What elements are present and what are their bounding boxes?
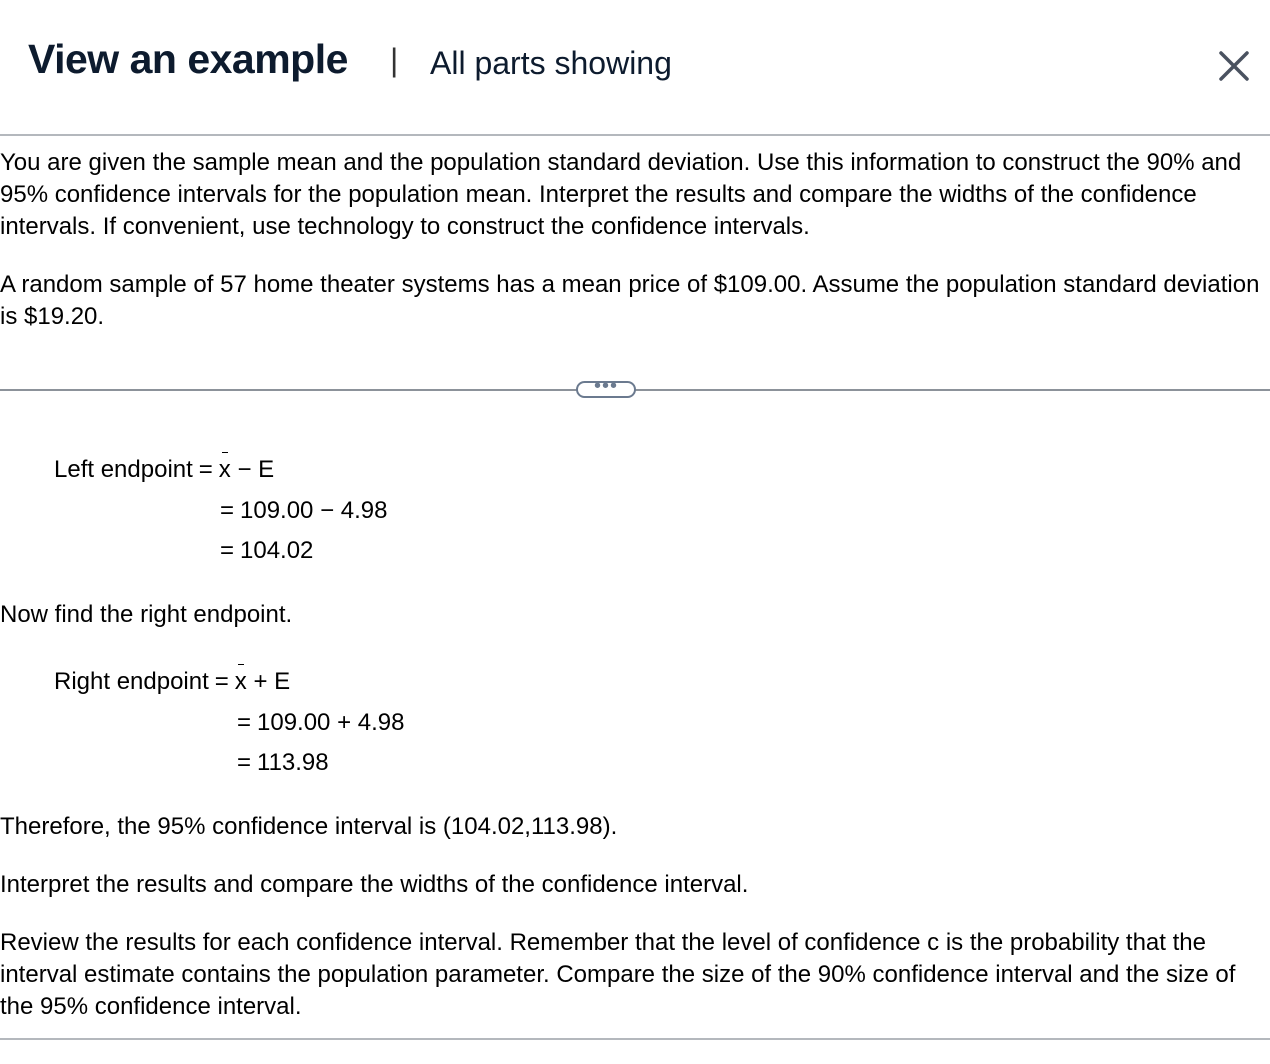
interpret-prompt: Interpret the results and compare the widths of the confidence interval. [0,871,749,898]
substitution-value: 109.00 + 4.98 [257,709,405,736]
header-divider [0,134,1270,136]
result-value: 104.02 [240,537,314,564]
left-endpoint-label: Left endpoint [54,456,193,483]
x-bar-symbol: x [219,450,231,490]
equals-sign: = [198,456,213,483]
equals-sign: = [236,749,251,776]
right-endpoint-formula [54,662,290,702]
conclusion-text: Therefore, the 95% confidence interval is (104.02,113.98). [0,813,618,840]
right-endpoint-result [231,743,329,783]
left-endpoint-result [214,531,313,571]
right-endpoint-label: Right endpoint [54,668,209,695]
result-value: 113.98 [257,749,329,776]
dialog-title: View an example [28,36,348,82]
footer-divider [0,1038,1270,1040]
dialog-subtitle: All parts showing [430,45,672,81]
dialog-header [0,0,1270,134]
formula-rest: − E [237,456,275,483]
close-icon[interactable] [1212,44,1256,88]
formula-rest: + E [253,668,291,695]
equals-sign: = [219,497,234,524]
problem-given: A random sample of 57 home theater systems has a mean price of $109.00. Assume the population standard deviation is $19.20. [0,271,1260,330]
left-endpoint-substitution [214,491,387,531]
equals-sign: = [214,668,229,695]
equals-sign: = [219,537,234,564]
title-separator: | [390,42,399,78]
find-right-endpoint-text: Now find the right endpoint. [0,601,293,628]
show-more-button[interactable]: ••• [576,381,636,398]
problem-instructions: You are given the sample mean and the population standard deviation. Use this information to construct the 90% and 95% confidence intervals for the population mean. Interpret the results and compare the widths of the confidence intervals. If convenient, use technology to construct the confidence intervals. [0,149,1242,240]
x-bar-symbol: x [235,662,247,702]
left-endpoint-formula [54,450,274,490]
equals-sign: = [236,709,251,736]
review-text: Review the results for each confidence interval. Remember that the level of confidence c is the probability that the interval estimate contains the population parameter. Compare the size of the 90% confidence interval and the size of the 95% confidence interval. [0,929,1236,1020]
right-endpoint-substitution [231,703,404,743]
substitution-value: 109.00 − 4.98 [240,497,388,524]
